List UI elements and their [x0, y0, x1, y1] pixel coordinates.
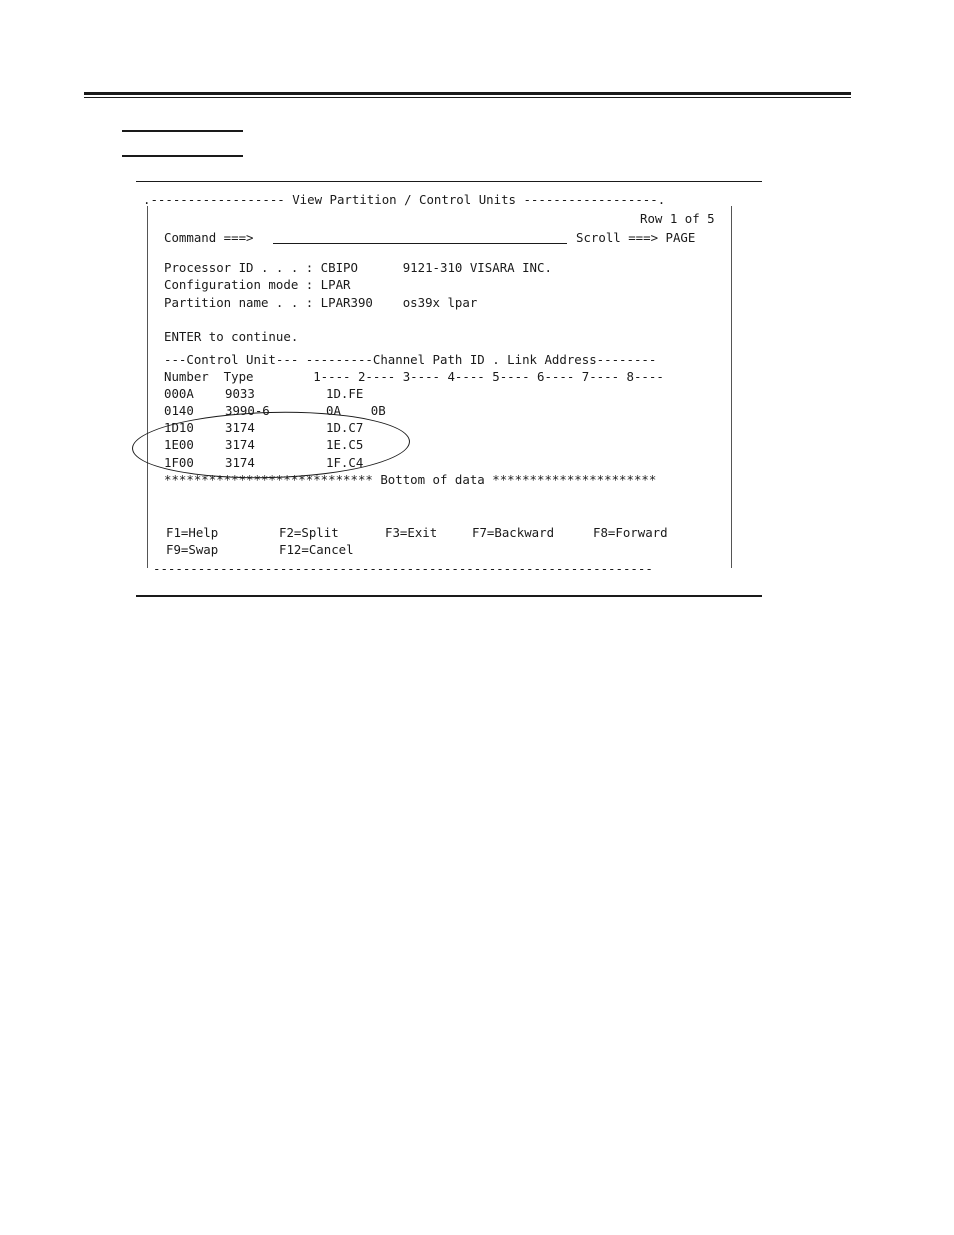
bottom-of-data-marker: **************************** Bottom of data **********************: [164, 472, 657, 487]
partition-name-line: Partition name . . : LPAR390 os39x lpar: [164, 295, 478, 310]
cu-type: 3174: [225, 455, 255, 470]
processor-id-line: Processor ID . . . : CBIPO 9121-310 VISARA INC.: [164, 260, 552, 275]
cu-number: 1E00: [164, 437, 194, 452]
cu-chpid-link: 1F.C4: [326, 455, 364, 470]
cu-chpid-link: 0A 0B: [326, 403, 386, 418]
page-header-rule-thin: [84, 97, 851, 98]
panel-left-border: [147, 206, 148, 568]
fkey-f1-help[interactable]: F1=Help: [166, 525, 219, 540]
command-label: Command ===>: [164, 230, 254, 245]
fkey-f8-forward[interactable]: F8=Forward: [593, 525, 668, 540]
cu-type: 3990-6: [225, 403, 270, 418]
section-marker-rule-top: [122, 130, 243, 132]
fkey-f2-split[interactable]: F2=Split: [279, 525, 339, 540]
enter-instruction: ENTER to continue.: [164, 329, 299, 344]
row-info: Row 1 of 5: [640, 211, 715, 226]
cu-type: 9033: [225, 386, 255, 401]
cu-number: 000A: [164, 386, 194, 401]
command-input[interactable]: [273, 243, 567, 244]
cu-chpid-link: 1D.FE: [326, 386, 364, 401]
cu-chpid-link: 1D.C7: [326, 420, 364, 435]
cu-chpid-link: 1E.C5: [326, 437, 364, 452]
panel-right-border: [731, 206, 732, 568]
figure-top-rule: [136, 181, 762, 182]
configuration-mode-line: Configuration mode : LPAR: [164, 277, 351, 292]
panel-title-border: .------------------ View Partition / Control Units ------------------.: [143, 192, 666, 207]
fkey-f9-swap[interactable]: F9=Swap: [166, 542, 219, 557]
panel-bottom-border: -------------------------------------------------------------------: [153, 561, 653, 576]
table-header-columns: Number Type 1---- 2---- 3---- 4---- 5---- 6---- 7---- 8----: [164, 369, 664, 384]
table-header-group: ---Control Unit--- ---------Channel Path ID . Link Address--------: [164, 352, 657, 367]
fkey-f7-backward[interactable]: F7=Backward: [472, 525, 555, 540]
cu-type: 3174: [225, 420, 255, 435]
page-header-rule-thick: [84, 92, 851, 95]
scroll-field[interactable]: Scroll ===> PAGE: [576, 230, 696, 245]
cu-type: 3174: [225, 437, 255, 452]
cu-number: 0140: [164, 403, 194, 418]
figure-bottom-rule: [136, 595, 762, 597]
cu-number: 1D10: [164, 420, 194, 435]
section-marker-rule-bottom: [122, 155, 243, 157]
fkey-f12-cancel[interactable]: F12=Cancel: [279, 542, 354, 557]
cu-number: 1F00: [164, 455, 194, 470]
fkey-f3-exit[interactable]: F3=Exit: [385, 525, 438, 540]
